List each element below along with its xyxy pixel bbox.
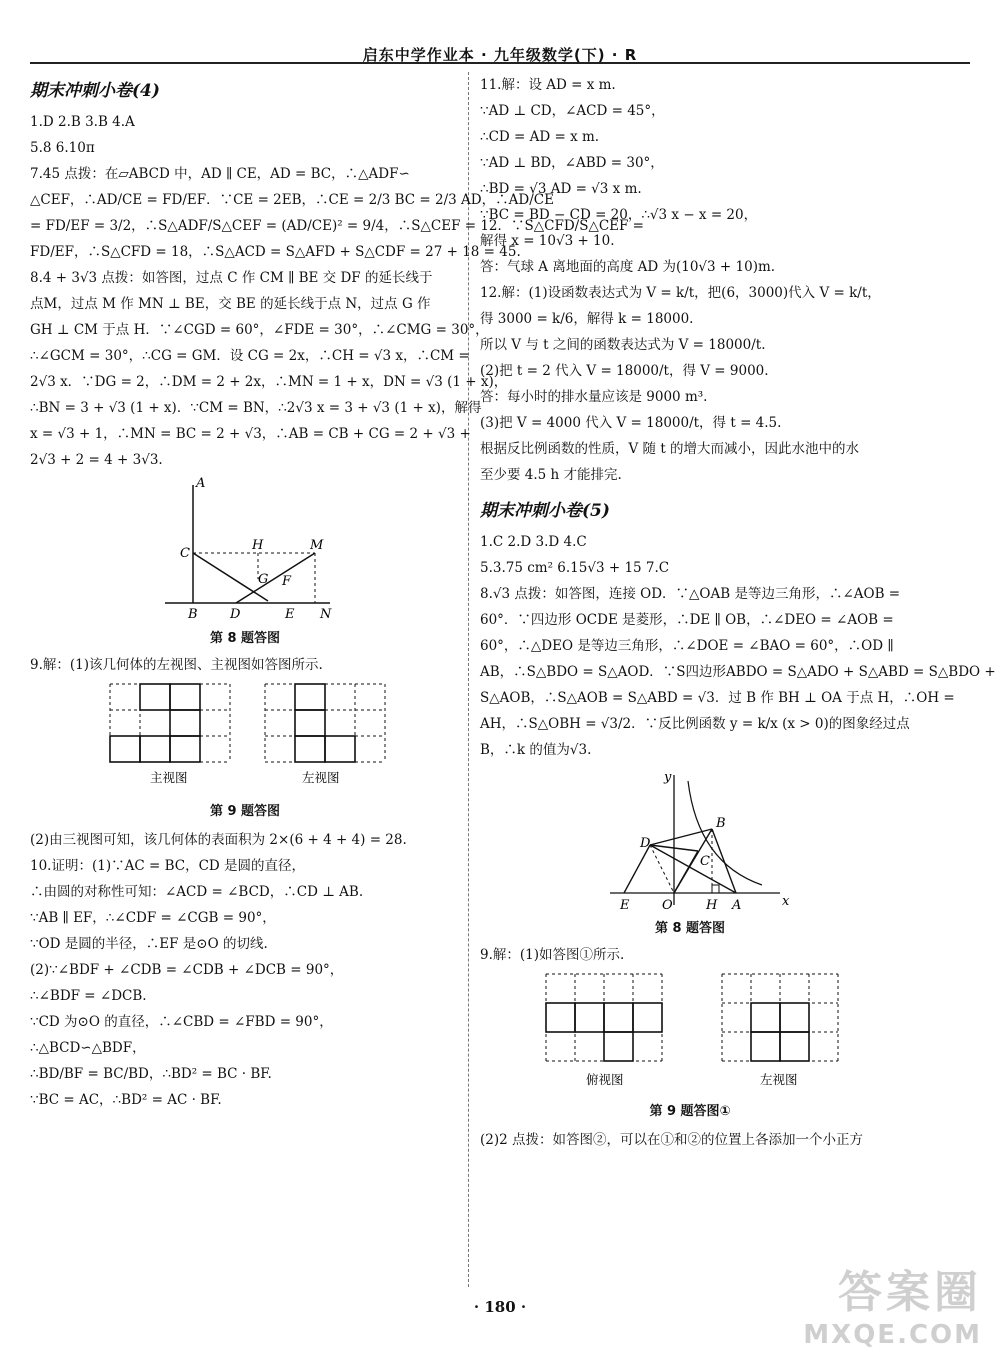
answer-line: 至少要 4.5 h 才能排完. <box>480 467 622 483</box>
label-M: M <box>310 538 324 553</box>
answer-line: (2)∵∠BDF + ∠CDB = ∠CDB + ∠DCB = 90°， <box>30 962 344 978</box>
view-label-left: 左视图 <box>760 1072 798 1087</box>
answer-line: ∵BC = BD − CD = 20，∴√3 x − x = 20， <box>480 207 758 223</box>
page-number: · 180 · <box>473 1298 527 1316</box>
view-label-left: 左视图 <box>302 770 340 785</box>
figure-8-right <box>480 763 900 913</box>
answer-line: ∵AB ∥ EF，∴∠CDF = ∠CGB = 90°， <box>30 910 276 926</box>
label-y: y <box>664 770 672 785</box>
label-A: A <box>732 898 742 913</box>
answer-line: 60°．∵四边形 OCDE 是菱形，∴DE ∥ OB，∴∠DEO = ∠AOB = <box>480 612 894 628</box>
answer-line: 7.45 点拨：在▱ABCD 中，AD ∥ CE，AD = BC，∴△ADF∽ <box>30 166 410 182</box>
figure-9-caption: 第 9 题答图 <box>209 804 281 819</box>
figure-9-right <box>480 968 900 1096</box>
answer-line: ∴∠BDF = ∠DCB. <box>30 988 147 1004</box>
view-label-main: 主视图 <box>150 770 188 785</box>
answer-line: 所以 V 与 t 之间的函数表达式为 V = 18000/t. <box>480 337 766 353</box>
label-E: E <box>620 898 630 913</box>
watermark-line1: 答案圈 <box>838 1267 982 1318</box>
left-answers-2 <box>30 827 460 1113</box>
answer-line: GH ⊥ CM 于点 H．∵∠CGD = 60°，∠FDE = 30°，∴∠CMG = 30°， <box>30 322 489 338</box>
answer-line: 答：每小时的排水量应该是 9000 m³. <box>480 389 708 405</box>
answer-line: 11.解：设 AD = x m. <box>480 77 616 93</box>
answer-line: 9.解：(1)如答图①所示. <box>480 947 625 963</box>
label-C: C <box>700 854 710 869</box>
answer-line: △CEF，∴AD/CE = FD/EF．∵CE = 2EB，∴CE = 2/3 BC = 2/3 AD，∴AD/CE <box>30 192 554 208</box>
answer-line: B，∴k 的值为√3. <box>480 742 592 758</box>
label-D: D <box>640 836 651 851</box>
label-F: F <box>282 574 292 589</box>
answer-line: S△AOB，∴S△AOB = S△ABD = √3．过 B 作 BH ⊥ OA 于点 H，∴OH = <box>480 690 955 706</box>
answer-line: x = √3 + 1，∴MN = BC = 2 + √3，∴AB = CB + CG = 2 + √3 + <box>30 426 471 442</box>
section-title-5: 期末冲刺小卷(5) <box>480 501 610 521</box>
answer-line: ∵BC = AC，∴BD² = AC · BF. <box>30 1092 222 1108</box>
answer-line: (2)把 t = 2 代入 V = 18000/t，得 V = 9000. <box>480 363 769 379</box>
answer-line: 解得 x = 10√3 + 10. <box>480 233 615 249</box>
answer-line: 答：气球 A 离地面的高度 AD 为(10√3 + 10)m. <box>480 259 776 275</box>
answer-line: 得 3000 = k/6，解得 k = 18000. <box>480 311 694 327</box>
answer-line: 2√3 + 2 = 4 + 3√3. <box>30 452 163 468</box>
figure-8-caption: 第 8 题答图 <box>654 921 726 936</box>
figure-9-caption: 第 9 题答图① <box>649 1104 731 1119</box>
answer-line: 2√3 x．∵DG = 2，∴DM = 2 + 2x，∴MN = 1 + x，DN = √3 (1 + x)， <box>30 374 508 390</box>
right-answers <box>480 72 900 488</box>
label-D: D <box>230 607 241 622</box>
answer-line: 8.√3 点拨：如答图，连接 OD．∵△OAB 是等边三角形，∴∠AOB = <box>480 586 901 602</box>
answer-line: 60°，∴△DEO 是等边三角形，∴∠DOE = ∠BAO = 60°，∴OD ∥ <box>480 638 894 654</box>
figure-8-left <box>30 473 460 623</box>
answer-line: 1.D 2.B 3.B 4.A <box>30 114 135 130</box>
answer-line: 根据反比例函数的性质，V 随 t 的增大而减小，因此水池中的水 <box>480 441 860 457</box>
answer-line: FD/EF，∴S△CFD = 18，∴S△ACD = S△AFD + S△CDF = 27 + 18 = 45. <box>30 244 521 260</box>
answer-line: 10.证明：(1)∵AC = BC，CD 是圆的直径， <box>30 858 306 874</box>
figure-8-caption: 第 8 题答图 <box>209 631 281 646</box>
answer-line: (3)把 V = 4000 代入 V = 18000/t，得 t = 4.5. <box>480 415 782 431</box>
answer-line: ∴CD = AD = x m. <box>480 129 600 145</box>
answer-line: ∵CD 为⊙O 的直径，∴∠CBD = ∠FBD = 90°， <box>30 1014 333 1030</box>
answer-line: 8.4 + 3√3 点拨：如答图，过点 C 作 CM ∥ BE 交 DF 的延长线于 <box>30 270 433 286</box>
answer-line: ∴BD/BF = BC/BD，∴BD² = BC · BF. <box>30 1066 272 1082</box>
answer-line: ∴BD = √3 AD = √3 x m. <box>480 181 642 197</box>
answer-line: 5.8 6.10π <box>30 140 95 156</box>
answer-line: 9.解：(1)该几何体的左视图、主视图如答图所示. <box>30 657 323 673</box>
label-C: C <box>180 546 190 561</box>
section-title-4: 期末冲刺小卷(4) <box>30 81 160 101</box>
answer-line: ∴△BCD∽△BDF， <box>30 1040 146 1056</box>
answer-line: 5.3.75 cm² 6.15√3 + 15 7.C <box>480 560 670 576</box>
answer-line: ∵AD ⊥ CD，∠ACD = 45°， <box>480 103 665 119</box>
answer-line: AH，∴S△OBH = √3/2．∵反比例函数 y = k/x (x > 0)的图象经过点 <box>480 716 910 732</box>
view-label-top: 俯视图 <box>586 1072 624 1087</box>
answer-line: (2)由三视图可知，该几何体的表面积为 2×(6 + 4 + 4) = 28. <box>30 832 407 848</box>
label-A: A <box>196 476 206 491</box>
label-G: G <box>258 572 269 587</box>
label-O: O <box>662 898 673 913</box>
watermark-line2: MXQE.COM <box>803 1320 982 1350</box>
answer-line: 12.解：(1)设函数表达式为 V = k/t，把(6，3000)代入 V = k/t， <box>480 285 881 301</box>
answer-line: 1.C 2.D 3.D 4.C <box>480 534 587 550</box>
answer-line: AB，∴S△BDO = S△AOD．∵S四边形ABDO = S△ADO + S△ABD = S△BDO + <box>480 664 996 680</box>
answer-line: ∴由圆的对称性可知：∠ACD = ∠BCD，∴CD ⊥ AB. <box>30 884 364 900</box>
answer-line: = FD/EF = 3/2，∴S△ADF/S△CEF = (AD/CE)² = 9/4，∴S△CEF = 12．∵S△CFD/S△CEF = <box>30 218 644 234</box>
label-B: B <box>188 607 198 622</box>
answer-line: ∴BN = 3 + √3 (1 + x)．∵CM = BN，∴2√3 x = 3 + √3 (1 + x)，解得 <box>30 400 482 416</box>
label-H: H <box>706 898 718 913</box>
label-E: E <box>285 607 295 622</box>
answer-line: (2)2 点拨：如答图②，可以在①和②的位置上各添加一个小正方 <box>480 1132 864 1148</box>
answer-line: 点M，过点 M 作 MN ⊥ BE，交 BE 的延长线于点 N，过点 G 作 <box>30 296 431 312</box>
label-x: x <box>782 894 790 909</box>
label-H: H <box>252 538 264 553</box>
label-B: B <box>716 816 726 831</box>
answer-line: ∵AD ⊥ BD，∠ABD = 30°， <box>480 155 664 171</box>
right-column <box>480 72 996 1153</box>
figure-9-left <box>30 678 460 796</box>
header-title: 启东中学作业本 · 九年级数学(下) · R <box>362 46 638 64</box>
watermark <box>803 1256 982 1350</box>
right-answers-2 <box>480 529 996 763</box>
answer-line: ∵OD 是圆的半径，∴EF 是⊙O 的切线. <box>30 936 268 952</box>
running-header <box>30 44 970 64</box>
label-N: N <box>320 607 332 622</box>
answer-line: ∴∠GCM = 30°，∴CG = GM．设 CG = 2x，∴CH = √3 x，∴CM = <box>30 348 470 364</box>
